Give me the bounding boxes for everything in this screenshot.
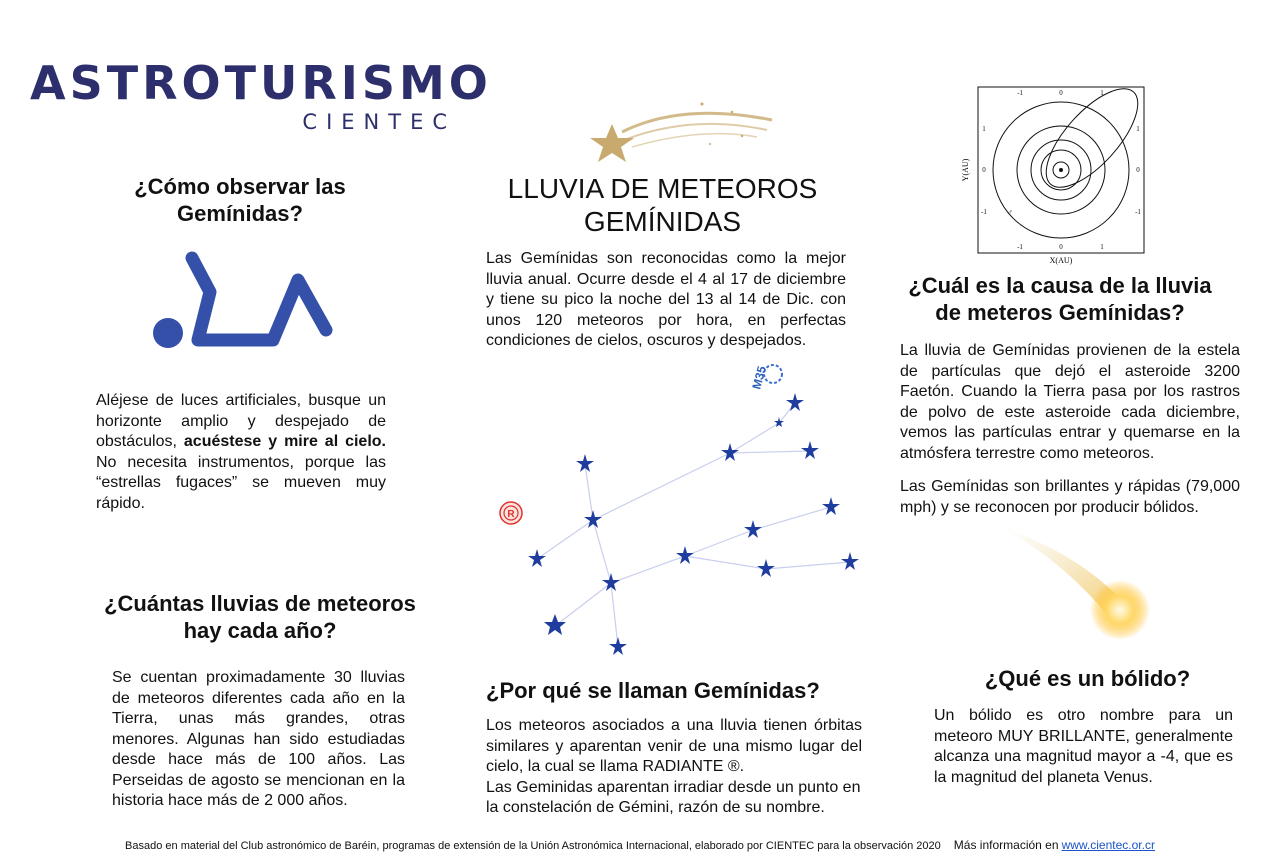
tick-bottom: 1 <box>1100 243 1104 251</box>
cause-heading-line-1: ¿Cuál es la causa de la lluvia <box>908 273 1212 298</box>
count-heading-line-1: ¿Cuántas lluvias de meteoros <box>104 591 416 616</box>
gemini-constellation <box>495 360 870 660</box>
star <box>744 520 762 538</box>
star <box>528 549 546 567</box>
observe-heading <box>95 173 385 227</box>
tick-right: 1 <box>1136 125 1140 133</box>
why-text <box>486 716 862 819</box>
intro-text: Las Gemínidas son reconocidas como la mejor lluvia anual. Ocurre desde el 4 al 17 de diciembre y tiene su pico la noche del 13 al 14 de Dic. con unos 120 meteoros por hora, en perfectas condiciones de cielos, oscuros y despejados. <box>486 250 846 349</box>
brand-logo <box>30 56 492 134</box>
star <box>584 510 602 528</box>
cause-text-1: La lluvia de Gemínidas provienen de la estela de partículas que dejó el asteroide 3200 Faetón. Cuando la Tierra pasa por los rastros de polvo de este asteroide cada diciembre, vemos las partículas entrar y quemarse en la atmósfera terrestre como meteoros. <box>900 342 1240 462</box>
tick-bottom: 0 <box>1059 243 1063 251</box>
cause-text-2: Las Gemínidas son brillantes y rápidas (79,000 mph) y se reconocen por producir bólidos. <box>900 478 1240 516</box>
tick-left: 0 <box>982 166 986 174</box>
star <box>609 637 627 655</box>
page-title <box>480 172 845 238</box>
sun-icon <box>1059 168 1063 172</box>
star <box>676 546 694 564</box>
count-heading <box>90 590 430 644</box>
why-text-2: Las Geminidas aparentan irradiar desde un punto en la constelación de Gémini, razón de su nombre. <box>486 778 861 816</box>
why-text-1: Los meteoros asociados a una lluvia tienen órbitas similares y aparentan venir de una mismo lugar del cielo, la cual se llama RADIANTE ®. <box>486 717 862 775</box>
observe-heading-line-2: Gemínidas? <box>177 201 303 226</box>
star <box>786 393 804 411</box>
bolide-text: Un bólido es otro nombre para un meteoro MUY BRILLANTE, generalmente alcanza una magnitud mayor a -4, que es la magnitud del planeta Venus. <box>934 707 1233 786</box>
brand-name: ASTROTURISMO <box>30 56 492 110</box>
m35-label: M35 <box>749 364 769 391</box>
constellation-lines <box>537 403 850 647</box>
title-line-1: LLUVIA DE METEOROS <box>507 173 818 204</box>
count-text: Se cuentan proximadamente 30 lluvias de meteoros diferentes cada año en la Tierra, unas más grandes, otras menores. Algunas han sido estudiadas desde hace más de 100 años. Las Perseidas de agosto se mencionan en la historia hace más de 2 000 años. <box>112 669 405 809</box>
star <box>721 443 739 461</box>
bolide-heading: ¿Qué es un bólido? <box>984 666 1191 691</box>
observe-text-part-2: No necesita instrumentos, porque las “estrellas fugaces” se mueven muy rápido. <box>96 453 386 512</box>
tick-right: 0 <box>1136 166 1140 174</box>
footer-more-info: Más información en <box>953 838 1059 852</box>
cause-heading <box>890 272 1230 326</box>
shooting-star-icon <box>582 92 782 170</box>
observe-text <box>96 391 386 514</box>
observe-heading-line-1: ¿Cómo observar las <box>134 174 346 199</box>
footer-credit: Basado en material del Club astronómico de Baréin, programas de extensión de la Unión Astronómica Internacional, elaborado por CIENTEC para la observación 2020 <box>125 840 941 852</box>
star <box>822 497 840 515</box>
title-line-2: GEMÍNIDAS <box>583 206 742 237</box>
tick-left: 1 <box>982 125 986 133</box>
tick-right: -1 <box>1135 208 1141 216</box>
star <box>841 552 859 570</box>
footer-link[interactable]: www.cientec.or.cr <box>1061 838 1155 852</box>
count-heading-line-2: hay cada año? <box>183 618 337 643</box>
why-heading: ¿Por qué se llaman Gemínidas? <box>486 678 820 703</box>
bolide-fireball-icon <box>992 520 1167 640</box>
constellation-stars <box>528 393 859 655</box>
star <box>544 614 566 635</box>
brand-subtitle: CIENTEC <box>302 110 456 134</box>
observe-text-part-1: Aléjese de luces artificiales, busque un horizonte amplio y despejado de obstáculos, <box>96 392 386 450</box>
orbit-ylabel: Y(AU) <box>961 158 970 182</box>
orbit-diagram <box>962 83 1152 263</box>
cause-heading-line-2: de meteros Gemínidas? <box>935 300 1185 325</box>
star <box>576 454 594 472</box>
orbit-xlabel: X(AU) <box>1049 256 1073 265</box>
tick-top: 1 <box>1100 89 1104 97</box>
star <box>801 441 819 459</box>
lying-person-icon <box>148 250 338 350</box>
tick-bottom: -1 <box>1017 243 1023 251</box>
tick-top: 0 <box>1059 89 1063 97</box>
footer <box>0 838 1280 852</box>
tick-left: -1 <box>981 208 987 216</box>
radiant-label: R <box>507 509 515 520</box>
planet-marker: ♂ <box>1007 208 1013 217</box>
tick-top: -1 <box>1017 89 1023 97</box>
observe-text-bold: acuéstese y mire al cielo. <box>183 433 386 450</box>
